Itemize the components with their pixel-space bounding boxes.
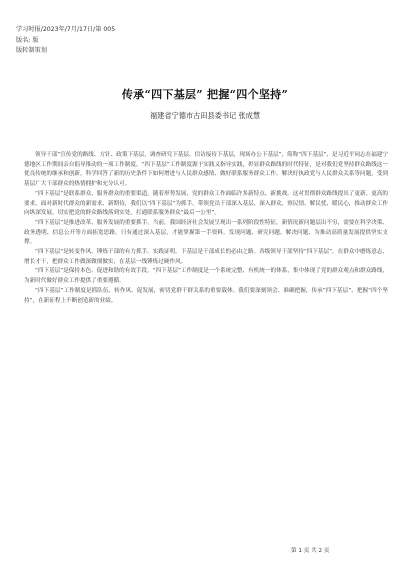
paragraph: “四下基层”是保持本色、促进和谐的有效手段。“四下基层”工作制度是一个系统完整、有机统一的体系，集中体现了党的群众观点和群众路线，为新时代做好群众工作提供了重要遵循。: [24, 268, 388, 285]
article-title: 传承“四下基层” 把握“四个坚持”: [121, 88, 289, 101]
source-line: 学习时报/2023年/7月/17日/第 005: [16, 26, 116, 33]
paragraph: “四下基层”是推进改革、服务发展的重要抓手。当前，我国经济社会发展呈现出一系列阶段性特征，新情况新问题层出不穷，需要在科学决策、政务透明、信息公开等方面拓宽思路。只有通过深入基层，才能掌握第一手资料，发现问题、研究问题、解决问题，为推动高质量发展提供坚实支撑。: [24, 219, 388, 246]
section-line: 版名: 版: [16, 36, 39, 44]
article-body: [24, 151, 388, 306]
paragraph: “四下基层”是联系群众、服务群众的重要渠道。随着形势发展，党的群众工作面临许多新特点、新挑战。这对贯彻群众路线提出了更新、更高的要求。面对新时代群众的新需求、新期待，我们以“四下基层”为抓手，带领党员干部深入基层、深入群众，察民情、解民忧、暖民心，推动群众工作向纵深发展，切实把党的群众路线落到实处，打通联系服务群众“最后一公里”。: [24, 190, 388, 217]
article-author: 福建省宁德市古田县委书记 张成慧: [149, 111, 261, 120]
paragraph: “四下基层”是转变作风、锤炼干部的有力抓手。实践证明，下基层是干部成长的必由之路。各级领导干部坚持“四下基层”，在群众中磨练意志、增长才干，把群众工作做深做细做实，在基层一线锤炼过硬作风。: [24, 249, 388, 265]
document-metadata: [16, 25, 115, 57]
paragraph: 领导干部“宣传党的路线、方针、政策下基层，调查研究下基层，信访接待下基层，现场办公下基层”，简称“四下基层”，是习近平同志在福建宁德地区工作期间亲自倡导推动的一项工作制度。“四下基层”工作制度源于实践又指导实践，彰显群众路线的时代特征，是对我们党坚持群众路线这一优良传统的继承和创新。科学回答了新的历史条件下如何增进与人民群众感情、做好联系服务群众工作、解决好执政党与人民群众关系等问题，受到基层广大干部群众的热情拥护和充分认可。: [24, 152, 388, 188]
page-number: 第 1 页 共 2 页: [291, 548, 330, 554]
paragraph: “四下基层”工作制度是抓队伍、转作风、促发展，密切党群干群关系的重要载体。我们要深刻领会、准确把握，传承“四下基层”、把握“四个坚持”，在新征程上不断创造新的业绩。: [24, 287, 388, 304]
column-line: 版转制策划: [16, 47, 47, 54]
